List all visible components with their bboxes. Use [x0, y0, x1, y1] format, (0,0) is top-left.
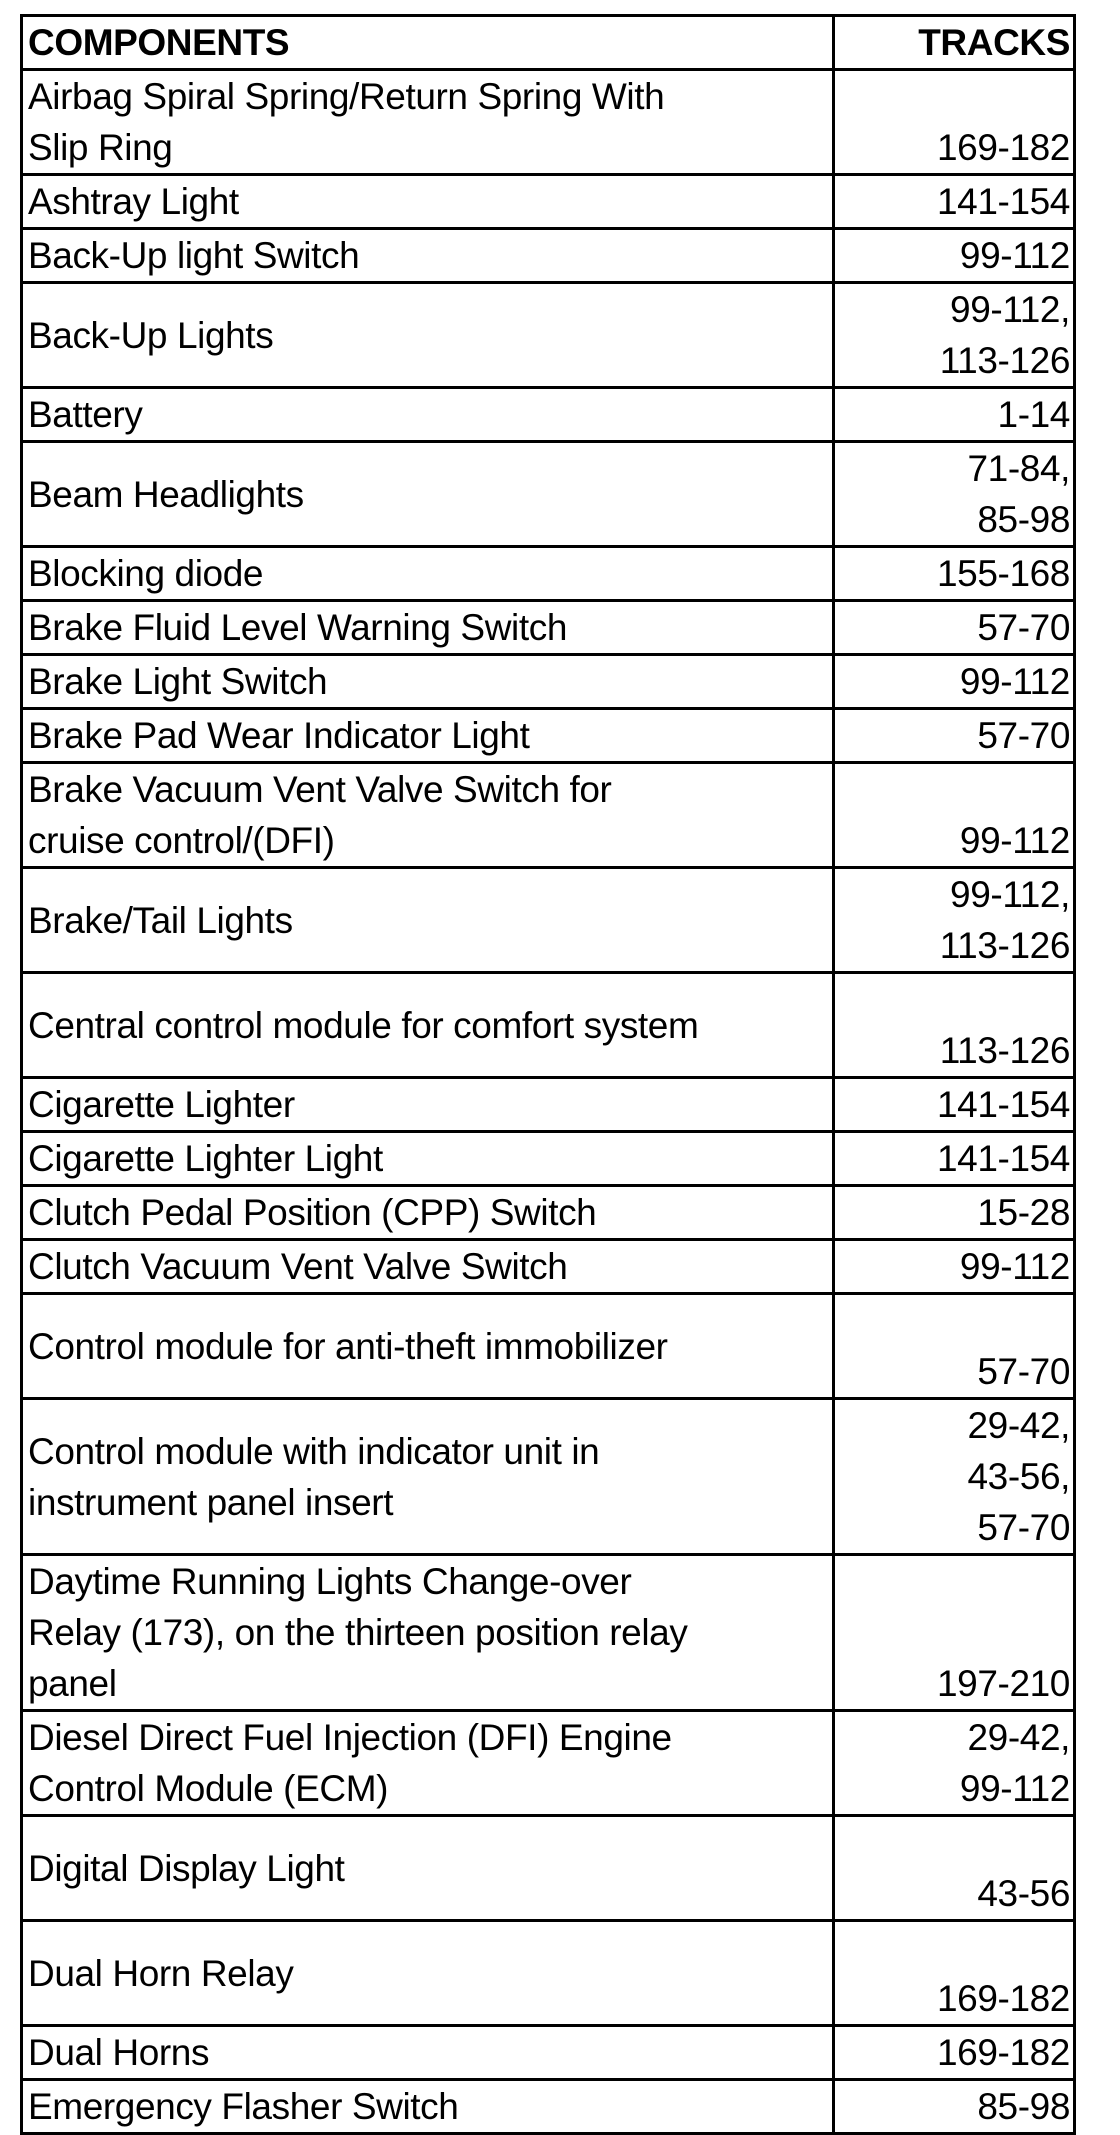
- tracks-cell: 141-154: [834, 175, 1075, 229]
- component-cell: Blocking diode: [22, 547, 834, 601]
- table-row: [22, 2080, 1075, 2134]
- component-cell: Battery: [22, 388, 834, 442]
- component-cell: Back-Up light Switch: [22, 229, 834, 283]
- table-row: [22, 709, 1075, 763]
- components-header: COMPONENTS: [22, 16, 834, 70]
- component-cell: Cigarette Lighter Light: [22, 1132, 834, 1186]
- component-cell: Ashtray Light: [22, 175, 834, 229]
- table-row: [22, 973, 1075, 1078]
- tracks-cell: 141-154: [834, 1078, 1075, 1132]
- tracks-cell: 43-56: [834, 1816, 1075, 1921]
- tracks-cell: 99-112: [834, 229, 1075, 283]
- table-row: [22, 1555, 1075, 1711]
- component-cell: Control module with indicator unit in instrument panel insert: [22, 1399, 834, 1555]
- component-cell: Airbag Spiral Spring/Return Spring With Slip Ring: [22, 70, 834, 175]
- component-cell: Daytime Running Lights Change-over Relay (173), on the thirteen position relay panel: [22, 1555, 834, 1711]
- component-cell: Clutch Pedal Position (CPP) Switch: [22, 1186, 834, 1240]
- component-cell: Brake Light Switch: [22, 655, 834, 709]
- tracks-cell: 29-42, 99-112: [834, 1711, 1075, 1816]
- tracks-cell: 99-112, 113-126: [834, 868, 1075, 973]
- header-row: [22, 16, 1075, 70]
- table-row: [22, 1294, 1075, 1399]
- component-cell: Cigarette Lighter: [22, 1078, 834, 1132]
- table-row: [22, 601, 1075, 655]
- component-cell: Brake Fluid Level Warning Switch: [22, 601, 834, 655]
- table-row: [22, 547, 1075, 601]
- tracks-cell: 99-112: [834, 655, 1075, 709]
- table-row: [22, 1132, 1075, 1186]
- table-row: [22, 1186, 1075, 1240]
- table-row: [22, 1711, 1075, 1816]
- component-cell: Back-Up Lights: [22, 283, 834, 388]
- tracks-cell: 169-182: [834, 70, 1075, 175]
- table-row: [22, 1078, 1075, 1132]
- table-row: [22, 1921, 1075, 2026]
- tracks-cell: 57-70: [834, 1294, 1075, 1399]
- components-tracks-table: [20, 14, 1076, 2135]
- table-row: [22, 2026, 1075, 2080]
- table-row: [22, 1816, 1075, 1921]
- table-body: [22, 70, 1075, 2134]
- component-cell: Dual Horns: [22, 2026, 834, 2080]
- tracks-cell: 113-126: [834, 973, 1075, 1078]
- table-row: [22, 1399, 1075, 1555]
- table-row: [22, 442, 1075, 547]
- component-cell: Central control module for comfort system: [22, 973, 834, 1078]
- tracks-cell: 141-154: [834, 1132, 1075, 1186]
- tracks-cell: 169-182: [834, 1921, 1075, 2026]
- tracks-header: TRACKS: [834, 16, 1075, 70]
- table-row: [22, 229, 1075, 283]
- tracks-cell: 197-210: [834, 1555, 1075, 1711]
- component-cell: Clutch Vacuum Vent Valve Switch: [22, 1240, 834, 1294]
- table-row: [22, 868, 1075, 973]
- tracks-cell: 99-112, 113-126: [834, 283, 1075, 388]
- table-row: [22, 70, 1075, 175]
- tracks-cell: 99-112: [834, 763, 1075, 868]
- tracks-cell: 57-70: [834, 601, 1075, 655]
- tracks-cell: 15-28: [834, 1186, 1075, 1240]
- component-cell: Dual Horn Relay: [22, 1921, 834, 2026]
- tracks-cell: 99-112: [834, 1240, 1075, 1294]
- component-cell: Emergency Flasher Switch: [22, 2080, 834, 2134]
- tracks-cell: 57-70: [834, 709, 1075, 763]
- tracks-cell: 71-84, 85-98: [834, 442, 1075, 547]
- component-cell: Brake Pad Wear Indicator Light: [22, 709, 834, 763]
- tracks-cell: 29-42, 43-56, 57-70: [834, 1399, 1075, 1555]
- component-cell: Digital Display Light: [22, 1816, 834, 1921]
- table-row: [22, 283, 1075, 388]
- table-row: [22, 175, 1075, 229]
- table-row: [22, 1240, 1075, 1294]
- table-row: [22, 763, 1075, 868]
- table-row: [22, 655, 1075, 709]
- component-cell: Control module for anti-theft immobilizer: [22, 1294, 834, 1399]
- table-row: [22, 388, 1075, 442]
- component-cell: Beam Headlights: [22, 442, 834, 547]
- component-cell: Brake/Tail Lights: [22, 868, 834, 973]
- tracks-cell: 169-182: [834, 2026, 1075, 2080]
- tracks-cell: 85-98: [834, 2080, 1075, 2134]
- tracks-cell: 1-14: [834, 388, 1075, 442]
- component-cell: Brake Vacuum Vent Valve Switch for cruise control/(DFI): [22, 763, 834, 868]
- tracks-cell: 155-168: [834, 547, 1075, 601]
- component-cell: Diesel Direct Fuel Injection (DFI) Engine Control Module (ECM): [22, 1711, 834, 1816]
